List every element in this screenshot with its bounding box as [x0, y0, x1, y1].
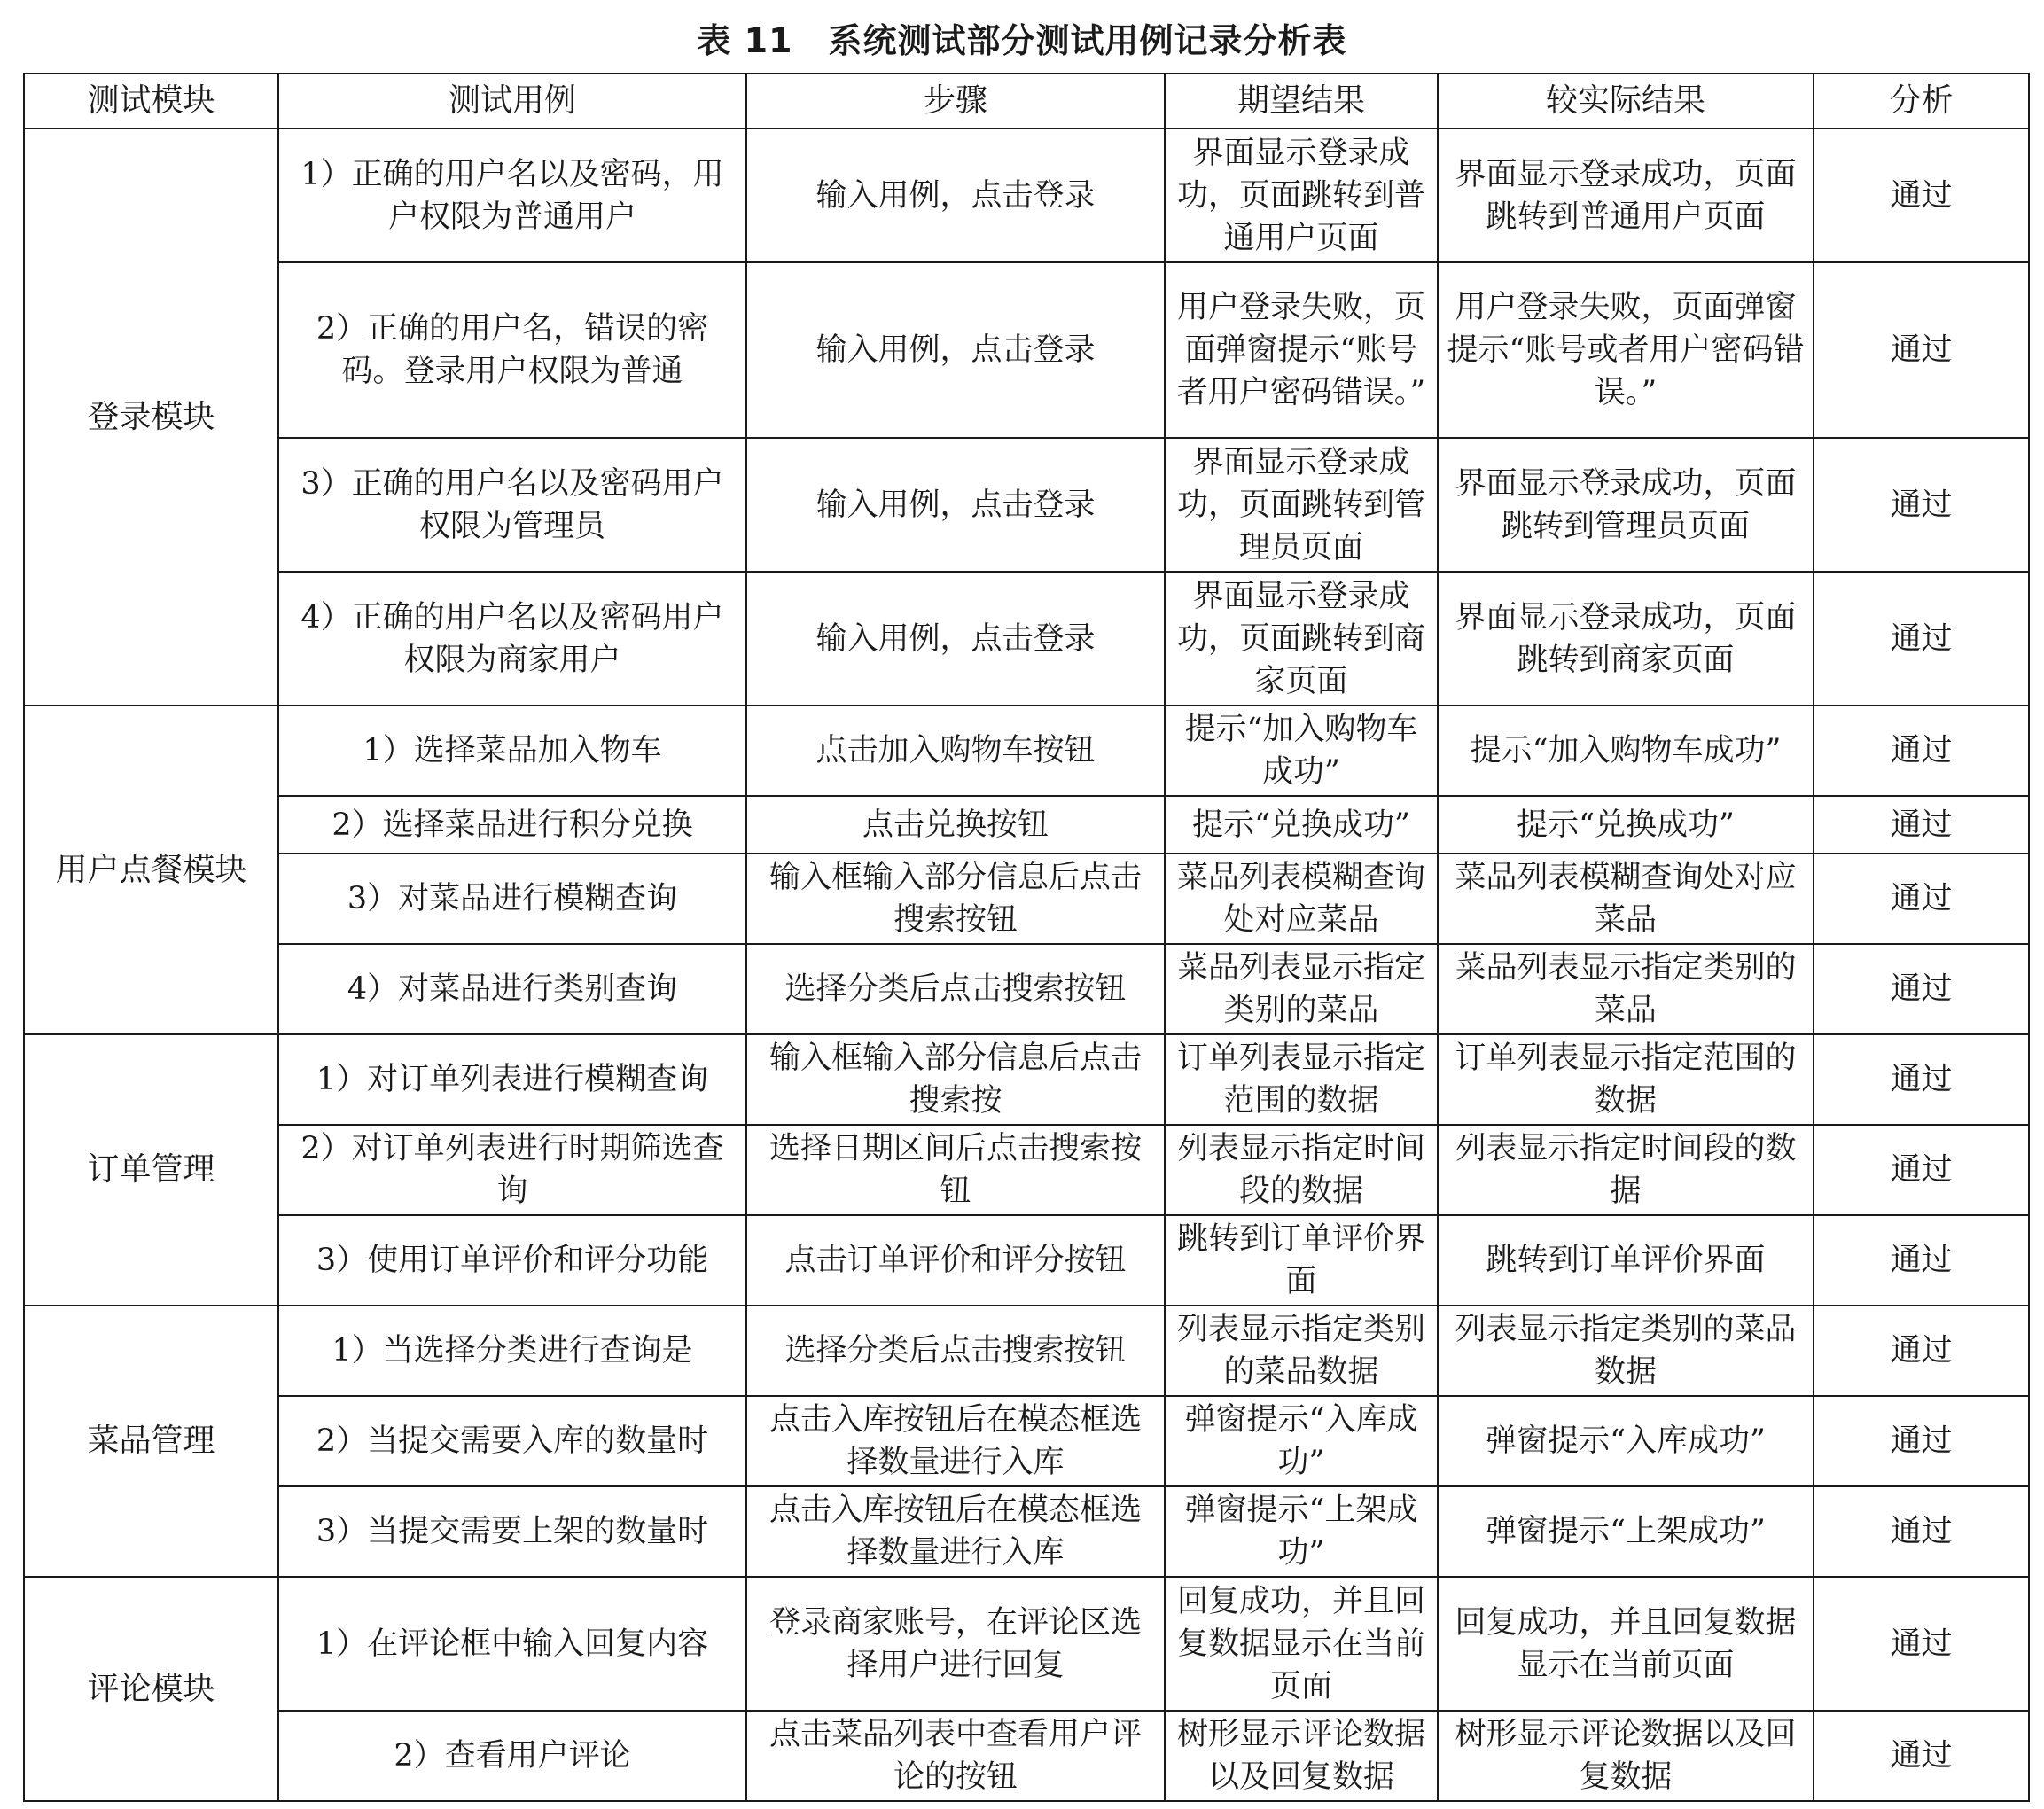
analysis-cell: 通过 — [1814, 1711, 2029, 1801]
table-row — [24, 1125, 2029, 1215]
actual-cell: 提示“加入购物车成功” — [1438, 706, 1814, 796]
expected-cell: 用户登录失败，页面弹窗提示“账号者用户密码错误。” — [1165, 262, 1438, 438]
expected-cell: 菜品列表显示指定类别的菜品 — [1165, 944, 1438, 1034]
header-case: 测试用例 — [278, 74, 746, 129]
expected-cell: 列表显示指定时间段的数据 — [1165, 1125, 1438, 1215]
table-row — [24, 1396, 2029, 1486]
table-row — [24, 1486, 2029, 1577]
module-cell: 评论模块 — [24, 1577, 278, 1801]
steps-cell: 输入用例，点击登录 — [746, 572, 1165, 706]
steps-cell: 点击入库按钮后在模态框选择数量进行入库 — [746, 1396, 1165, 1486]
module-cell: 菜品管理 — [24, 1306, 278, 1577]
analysis-cell: 通过 — [1814, 944, 2029, 1034]
actual-cell: 用户登录失败，页面弹窗提示“账号或者用户密码错误。” — [1438, 262, 1814, 438]
steps-cell: 输入框输入部分信息后点击搜索按 — [746, 1034, 1165, 1125]
steps-cell: 选择分类后点击搜索按钮 — [746, 1306, 1165, 1396]
header-steps: 步骤 — [746, 74, 1165, 129]
actual-cell: 菜品列表显示指定类别的菜品 — [1438, 944, 1814, 1034]
steps-cell: 输入框输入部分信息后点击搜索按钮 — [746, 854, 1165, 944]
table-row — [24, 262, 2029, 438]
steps-cell: 点击兑换按钮 — [746, 796, 1165, 854]
actual-cell: 界面显示登录成功，页面跳转到商家页面 — [1438, 572, 1814, 706]
case-cell: 4）对菜品进行类别查询 — [278, 944, 746, 1034]
table-number: 表 11 — [697, 21, 793, 60]
expected-cell: 列表显示指定类别的菜品数据 — [1165, 1306, 1438, 1396]
module-cell: 用户点餐模块 — [24, 706, 278, 1034]
test-case-table — [23, 73, 2030, 1802]
table-row — [24, 854, 2029, 944]
analysis-cell: 通过 — [1814, 1396, 2029, 1486]
actual-cell: 界面显示登录成功，页面跳转到管理员页面 — [1438, 438, 1814, 572]
table-row — [24, 796, 2029, 854]
expected-cell: 提示“加入购物车成功” — [1165, 706, 1438, 796]
actual-cell: 菜品列表模糊查询处对应菜品 — [1438, 854, 1814, 944]
steps-cell: 点击菜品列表中查看用户评论的按钮 — [746, 1711, 1165, 1801]
analysis-cell: 通过 — [1814, 1306, 2029, 1396]
table-row — [24, 1215, 2029, 1306]
case-cell: 3）使用订单评价和评分功能 — [278, 1215, 746, 1306]
expected-cell: 菜品列表模糊查询处对应菜品 — [1165, 854, 1438, 944]
expected-cell: 界面显示登录成功，页面跳转到管理员页面 — [1165, 438, 1438, 572]
module-cell: 订单管理 — [24, 1034, 278, 1306]
table-row — [24, 1577, 2029, 1711]
case-cell: 1）对订单列表进行模糊查询 — [278, 1034, 746, 1125]
expected-cell: 弹窗提示“上架成功” — [1165, 1486, 1438, 1577]
table-caption — [0, 16, 2044, 66]
expected-cell: 弹窗提示“入库成功” — [1165, 1396, 1438, 1486]
header-analysis: 分析 — [1814, 74, 2029, 129]
actual-cell: 列表显示指定时间段的数据 — [1438, 1125, 1814, 1215]
analysis-cell: 通过 — [1814, 1215, 2029, 1306]
steps-cell: 点击订单评价和评分按钮 — [746, 1215, 1165, 1306]
case-cell: 4）正确的用户名以及密码用户权限为商家用户 — [278, 572, 746, 706]
header-row — [24, 74, 2029, 129]
table-row — [24, 129, 2029, 262]
case-cell: 1）当选择分类进行查询是 — [278, 1306, 746, 1396]
header-expected: 期望结果 — [1165, 74, 1438, 129]
analysis-cell: 通过 — [1814, 1034, 2029, 1125]
steps-cell: 登录商家账号，在评论区选择用户进行回复 — [746, 1577, 1165, 1711]
expected-cell: 跳转到订单评价界面 — [1165, 1215, 1438, 1306]
table-row — [24, 438, 2029, 572]
case-cell: 3）当提交需要上架的数量时 — [278, 1486, 746, 1577]
actual-cell: 列表显示指定类别的菜品数据 — [1438, 1306, 1814, 1396]
actual-cell: 弹窗提示“入库成功” — [1438, 1396, 1814, 1486]
expected-cell: 界面显示登录成功，页面跳转到商家页面 — [1165, 572, 1438, 706]
case-cell: 1）正确的用户名以及密码，用户权限为普通用户 — [278, 129, 746, 262]
steps-cell: 输入用例，点击登录 — [746, 262, 1165, 438]
expected-cell: 回复成功，并且回复数据显示在当前页面 — [1165, 1577, 1438, 1711]
analysis-cell: 通过 — [1814, 1486, 2029, 1577]
table-row — [24, 706, 2029, 796]
expected-cell: 树形显示评论数据以及回复数据 — [1165, 1711, 1438, 1801]
case-cell: 2）查看用户评论 — [278, 1711, 746, 1801]
analysis-cell: 通过 — [1814, 796, 2029, 854]
steps-cell: 选择日期区间后点击搜索按钮 — [746, 1125, 1165, 1215]
module-cell: 登录模块 — [24, 129, 278, 706]
table-title: 系统测试部分测试用例记录分析表 — [828, 21, 1347, 60]
analysis-cell: 通过 — [1814, 1577, 2029, 1711]
actual-cell: 界面显示登录成功，页面跳转到普通用户页面 — [1438, 129, 1814, 262]
actual-cell: 跳转到订单评价界面 — [1438, 1215, 1814, 1306]
steps-cell: 选择分类后点击搜索按钮 — [746, 944, 1165, 1034]
expected-cell: 提示“兑换成功” — [1165, 796, 1438, 854]
case-cell: 1）在评论框中输入回复内容 — [278, 1577, 746, 1711]
case-cell: 2）正确的用户名，错误的密码。登录用户权限为普通 — [278, 262, 746, 438]
table-row — [24, 572, 2029, 706]
analysis-cell: 通过 — [1814, 438, 2029, 572]
analysis-cell: 通过 — [1814, 1125, 2029, 1215]
table-row — [24, 1306, 2029, 1396]
table-row — [24, 1034, 2029, 1125]
header-actual: 较实际结果 — [1438, 74, 1814, 129]
analysis-cell: 通过 — [1814, 572, 2029, 706]
actual-cell: 订单列表显示指定范围的数据 — [1438, 1034, 1814, 1125]
expected-cell: 订单列表显示指定范围的数据 — [1165, 1034, 1438, 1125]
steps-cell: 点击加入购物车按钮 — [746, 706, 1165, 796]
actual-cell: 回复成功，并且回复数据显示在当前页面 — [1438, 1577, 1814, 1711]
case-cell: 2）选择菜品进行积分兑换 — [278, 796, 746, 854]
steps-cell: 输入用例，点击登录 — [746, 129, 1165, 262]
header-module: 测试模块 — [24, 74, 278, 129]
actual-cell: 弹窗提示“上架成功” — [1438, 1486, 1814, 1577]
table-row — [24, 1711, 2029, 1801]
case-cell: 2）对订单列表进行时期筛选查询 — [278, 1125, 746, 1215]
analysis-cell: 通过 — [1814, 129, 2029, 262]
actual-cell: 树形显示评论数据以及回复数据 — [1438, 1711, 1814, 1801]
steps-cell: 点击入库按钮后在模态框选择数量进行入库 — [746, 1486, 1165, 1577]
steps-cell: 输入用例，点击登录 — [746, 438, 1165, 572]
analysis-cell: 通过 — [1814, 854, 2029, 944]
case-cell: 2）当提交需要入库的数量时 — [278, 1396, 746, 1486]
analysis-cell: 通过 — [1814, 706, 2029, 796]
case-cell: 1）选择菜品加入物车 — [278, 706, 746, 796]
expected-cell: 界面显示登录成功，页面跳转到普通用户页面 — [1165, 129, 1438, 262]
actual-cell: 提示“兑换成功” — [1438, 796, 1814, 854]
case-cell: 3）正确的用户名以及密码用户权限为管理员 — [278, 438, 746, 572]
case-cell: 3）对菜品进行模糊查询 — [278, 854, 746, 944]
table-row — [24, 944, 2029, 1034]
analysis-cell: 通过 — [1814, 262, 2029, 438]
